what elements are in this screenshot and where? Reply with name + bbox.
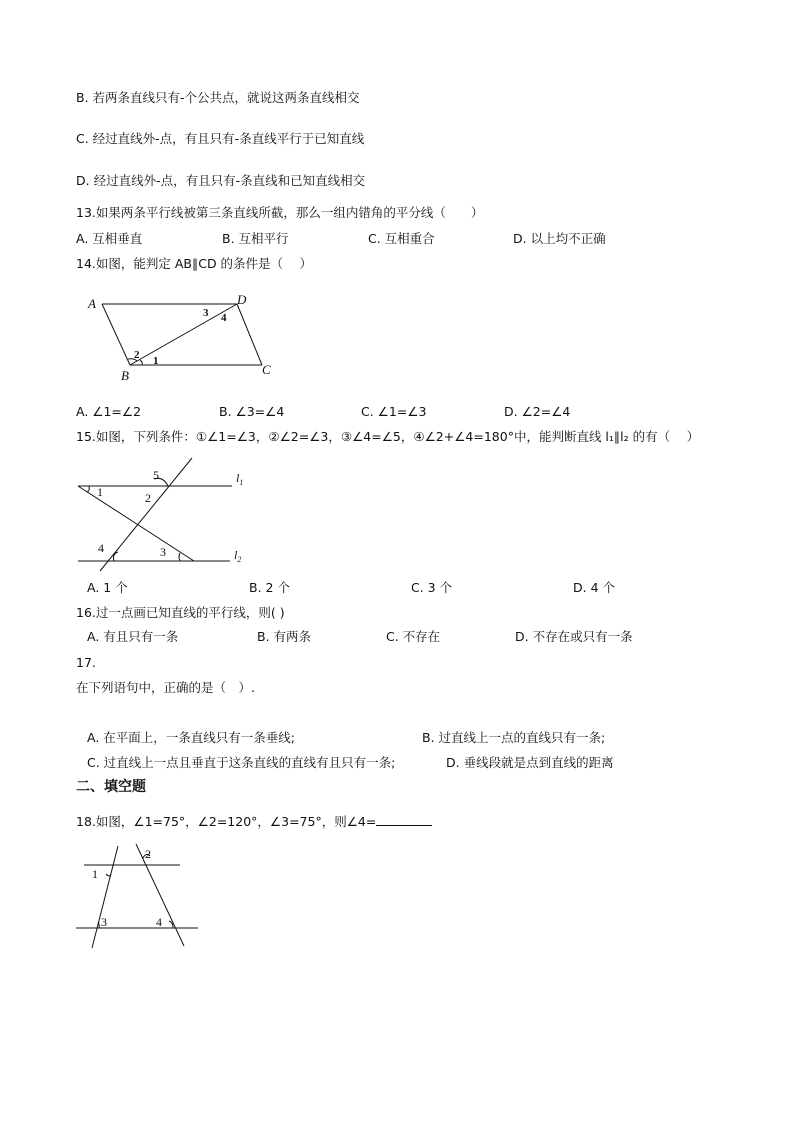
q18-figure (70, 840, 210, 955)
q17-option-b: B. 过直线上一点的直线只有一条; (422, 730, 606, 745)
q16-option-b: B. 有两条 (257, 629, 312, 644)
q15-transversal-2 (100, 458, 192, 571)
q15-label-l2-sub: 2 (237, 555, 242, 564)
q13-stem: 13.如果两条平行线被第三条直线所截，那么一组内错角的平分线（ ） (76, 205, 484, 220)
q14-option-a: A. ∠1=∠2 (76, 404, 142, 419)
q17-option-d: D. 垂线段就是点到直线的距离 (446, 755, 614, 770)
q15-angle3-label: 3 (160, 545, 166, 559)
q15-transversal-1 (78, 486, 194, 561)
q12-option-b: B. 若两条直线只有-个公共点，就说这两条直线相交 (76, 90, 360, 105)
q17-option-a: A. 在平面上，一条直线只有一条垂线; (87, 730, 295, 745)
q18-stem: 18.如图，∠1=75°，∠2=120°，∠3=75°，则∠4= (76, 814, 377, 829)
q14-option-c: C. ∠1=∠3 (361, 404, 427, 419)
q13-option-d: D. 以上均不正确 (513, 231, 606, 246)
q16-option-d: D. 不存在或只有一条 (515, 629, 633, 644)
q15-angle2-label: 2 (145, 491, 151, 505)
q15-angle1-label: 1 (97, 485, 103, 499)
q13-option-a: A. 互相垂直 (76, 231, 143, 246)
q15-angle4-label: 4 (98, 541, 104, 555)
q15-angle1-arc (87, 486, 89, 492)
q14-segment-ab (102, 304, 130, 365)
q15-label-l1-letter: l (236, 471, 240, 485)
q14-angle1-label: 1 (153, 355, 159, 367)
q15-label-l1 (236, 471, 243, 487)
q16-option-c: C. 不存在 (386, 629, 441, 644)
q15-angle3-arc (179, 553, 180, 561)
q14-stem: 14.如图，能判定 AB∥CD 的条件是（ ） (76, 256, 313, 271)
q12-option-d: D. 经过直线外-点，有且只有-条直线和已知直线相交 (76, 173, 366, 188)
q13-option-c: C. 互相重合 (368, 231, 435, 246)
q18-angle3-label: 3 (101, 915, 107, 929)
q18-angle1-label: 1 (92, 867, 98, 881)
q14-angle3-label: 3 (203, 307, 209, 319)
q15-option-c: C. 3 个 (411, 580, 453, 595)
q14-option-d: D. ∠2=∠4 (504, 404, 571, 419)
q18-angle4-label: 4 (156, 915, 162, 929)
q13-option-b: B. 互相平行 (222, 231, 289, 246)
q15-label-l1-sub: 1 (239, 478, 244, 487)
q18-stem-line (76, 813, 432, 830)
q16-option-a: A. 有且只有一条 (87, 629, 179, 644)
q14-option-b: B. ∠3=∠4 (219, 404, 285, 419)
q15-label-l2-letter: l (234, 548, 238, 562)
q18-transversal-right (136, 844, 184, 946)
q15-option-a: A. 1 个 (87, 580, 128, 595)
q15-stem: 15.如图，下列条件：①∠1=∠3，②∠2=∠3，③∠4=∠5，④∠2+∠4=180°中，能判断直线 l₁∥l₂ 的有（ ） (76, 429, 700, 444)
q16-stem: 16.过一点画已知直线的平行线，则( ) (76, 605, 285, 620)
q17-option-c: C. 过直线上一点且垂直于这条直线的直线有且只有一条; (87, 755, 396, 770)
q15-angle5-label: 5 (153, 468, 159, 482)
q15-figure-parallel-lines (70, 456, 270, 576)
q17-stem: 在下列语句中，正确的是（ ）. (76, 680, 255, 695)
q14-figure-parallelogram (80, 288, 280, 388)
q14-label-a: A (88, 296, 96, 311)
q14-label-b: B (121, 368, 129, 383)
q14-label-c: C (262, 362, 271, 377)
q12-option-c: C. 经过直线外-点，有且只有-条直线平行于已知直线 (76, 131, 365, 146)
q15-label-l2 (234, 548, 241, 564)
q18-transversal-left (92, 846, 118, 948)
q18-angle1-arc (106, 874, 111, 876)
section-title-fill-in: 二、填空题 (76, 779, 146, 795)
q14-label-d: D (237, 292, 247, 307)
q15-option-b: B. 2 个 (249, 580, 290, 595)
q14-angle4-label: 4 (221, 312, 227, 324)
q14-segment-dc (237, 304, 262, 365)
q18-answer-blank[interactable] (376, 813, 432, 826)
q14-angle1-arc (140, 360, 142, 365)
q18-angle2-label: 2 (145, 847, 151, 861)
q15-option-d: D. 4 个 (573, 580, 615, 595)
q14-angle2-label: 2 (134, 349, 140, 361)
q17-number: 17. (76, 655, 96, 670)
